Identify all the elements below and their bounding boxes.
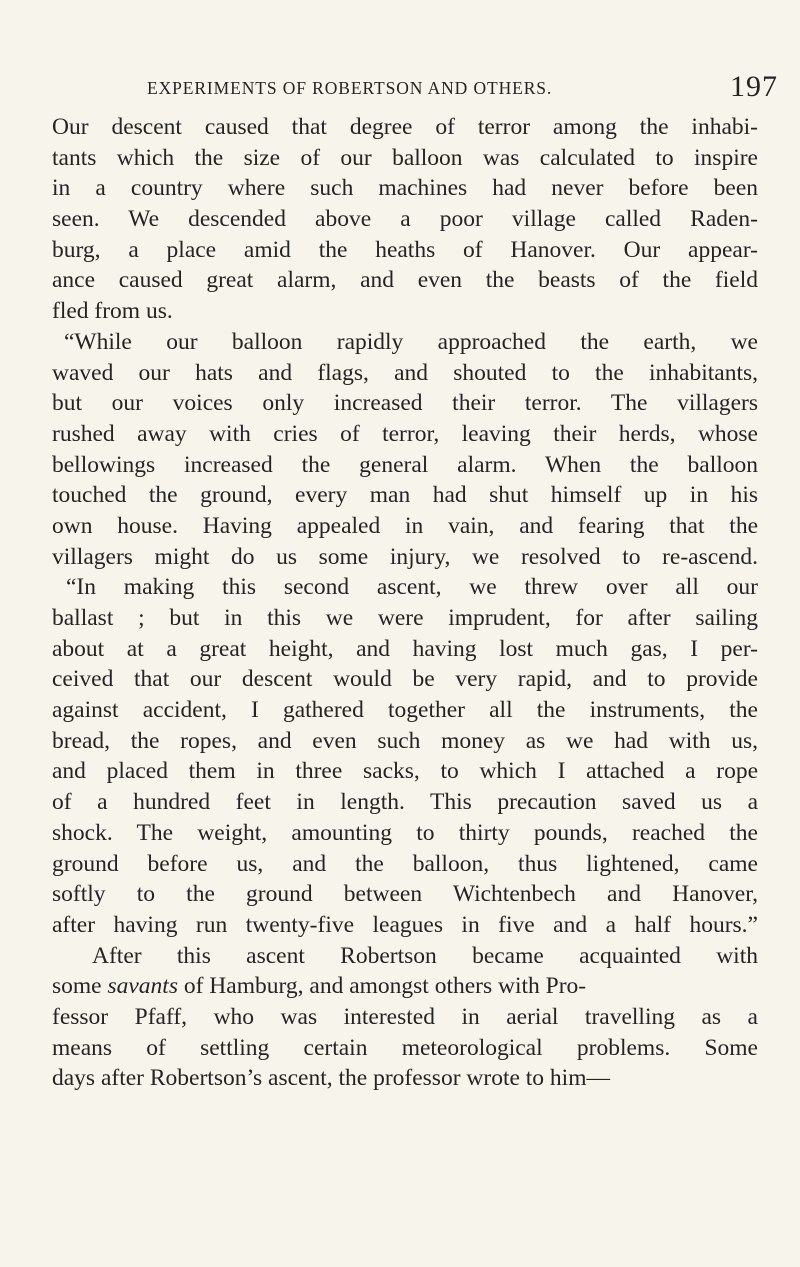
body-text <box>52 112 758 1094</box>
text-line: Our descent caused that degree of terror among the inhabi- <box>52 114 758 140</box>
text-line: “While our balloon rapidly approached the earth, we <box>64 328 758 355</box>
text-line: bellowings increased the general alarm. When the balloon <box>52 451 758 478</box>
text-line: waved our hats and flags, and shouted to the inhabitants, <box>52 359 758 386</box>
text-line: after having run twenty-five leagues in five and a half hours.” <box>52 911 758 938</box>
text-line: but our voices only increased their terror. The villagers <box>52 390 758 417</box>
text-line: villagers might do us some injury, we resolved to re-ascend. <box>52 543 758 570</box>
text-span: some <box>52 973 108 1000</box>
text-line: ballast ; but in this we were imprudent, for after sailing <box>52 605 758 631</box>
text-line: touched the ground, every man had shut himself up in his <box>52 482 758 509</box>
text-line: seen. We descended above a poor village called Raden- <box>52 206 758 233</box>
text-line: rushed away with cries of terror, leaving their herds, whose <box>52 420 758 447</box>
text-line-with-italic <box>52 971 758 1002</box>
page-number: 197 <box>730 70 778 103</box>
text-line: and placed them in three sacks, to which I attached a rope <box>52 758 758 785</box>
italic-word: savants <box>107 973 178 1000</box>
text-line: fessor Pfaff, who was interested in aerial travelling as a <box>52 1003 758 1030</box>
text-line: ceived that our descent would be very rapid, and to provide <box>52 666 758 693</box>
text-line: against accident, I gathered together all the instruments, the <box>52 697 758 724</box>
text-line: about at a great height, and having lost much gas, I per- <box>52 635 758 662</box>
text-line: bread, the ropes, and even such money as we had with us, <box>52 727 758 754</box>
text-line: burg, a place amid the heaths of Hanover. Our appear- <box>52 236 758 263</box>
text-line: days after Robertson’s ascent, the professor wrote to him— <box>52 1065 610 1092</box>
text-line: of a hundred feet in length. This precaution saved us a <box>52 789 758 816</box>
text-line: After this ascent Robertson became acquainted with <box>92 942 758 969</box>
text-line: own house. Having appealed in vain, and fearing that the <box>52 512 758 539</box>
text-line: shock. The weight, amounting to thirty pounds, reached the <box>52 819 758 846</box>
text-line: tants which the size of our balloon was calculated to inspire <box>52 144 758 171</box>
text-line: ground before us, and the balloon, thus lightened, came <box>52 850 758 877</box>
text-line: fled from us. <box>52 298 173 325</box>
text-line: ance caused great alarm, and even the beasts of the field <box>52 267 758 294</box>
text-line: “In making this second ascent, we threw over all our <box>66 574 758 601</box>
text-line: in a country where such machines had never before been <box>52 175 758 202</box>
text-span: of Hamburg, and amongst others with Pro- <box>177 973 587 1000</box>
running-header: EXPERIMENTS OF ROBERTSON AND OTHERS. <box>147 78 553 98</box>
text-line: softly to the ground between Wichtenbech and Hanover, <box>52 881 758 908</box>
text-line: means of settling certain meteorological problems. Some <box>52 1034 758 1061</box>
